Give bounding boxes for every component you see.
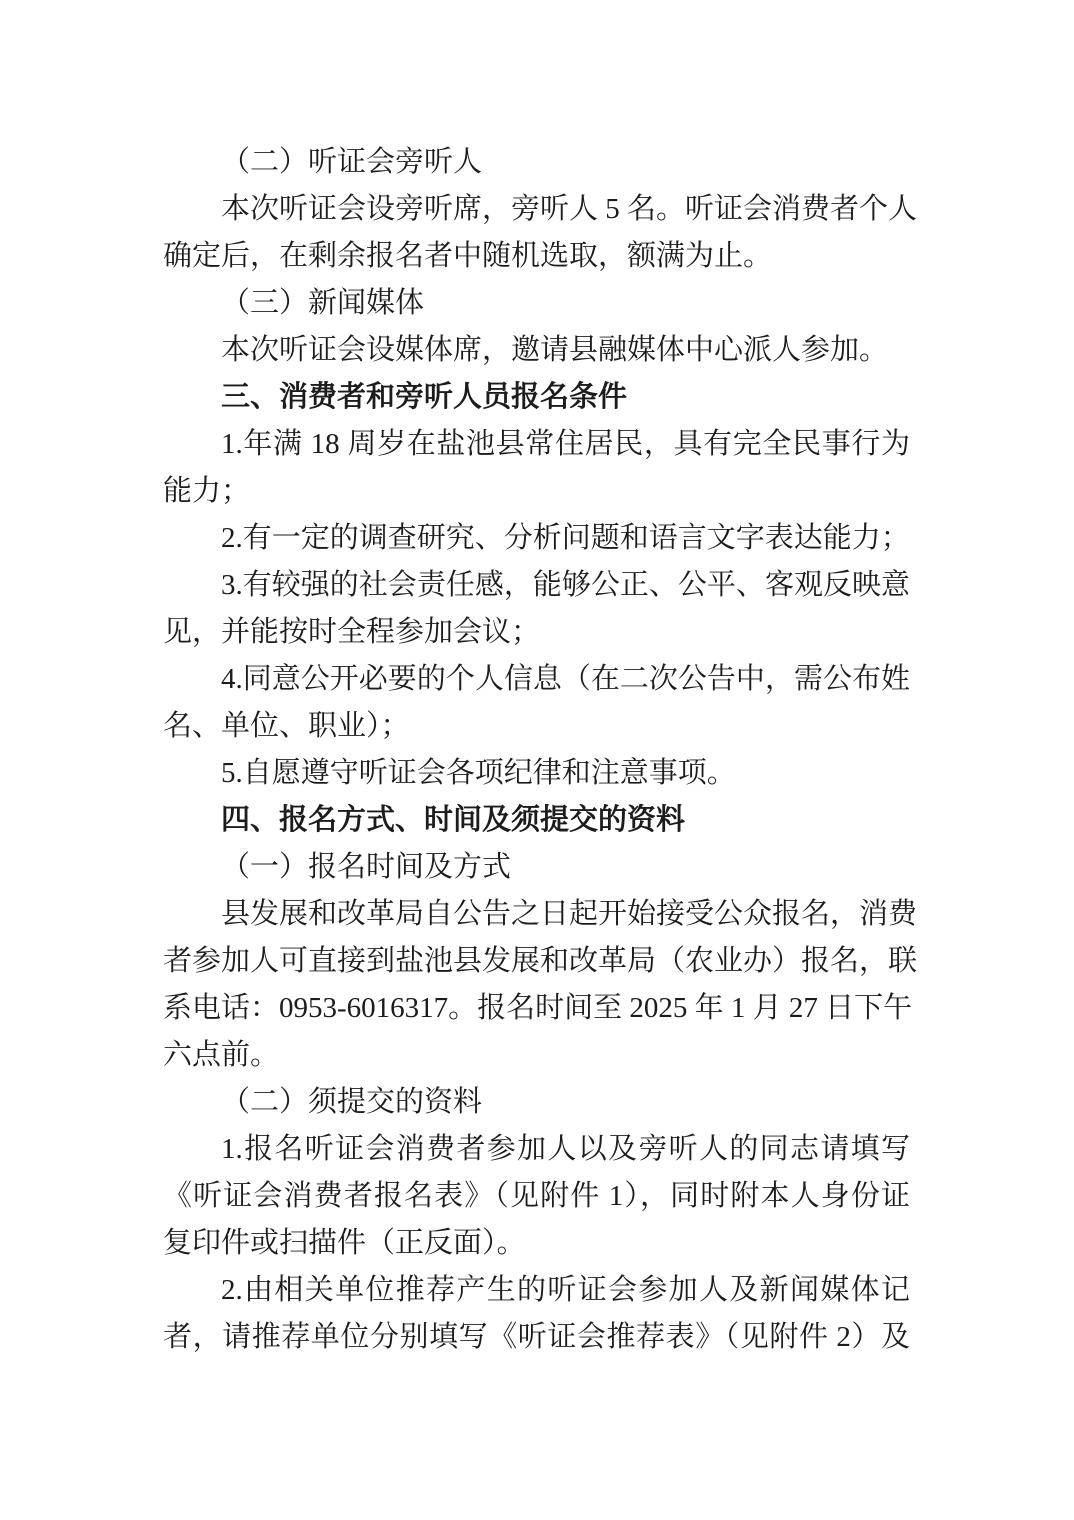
text-line: 5.自愿遵守听证会各项纪律和注意事项。 [221, 757, 736, 789]
text-line: 者参加人可直接到盐池县发展和改革局（农业办）报名，联 [163, 945, 918, 977]
text-line: 1.年满 18 周岁在盐池县常住居民，具有完全民事行为 [221, 428, 910, 460]
document-text-block [163, 139, 918, 1361]
text-line: 六点前。 [163, 1039, 280, 1071]
text-line: 《听证会消费者报名表》（见附件 1），同时附本人身份证 [163, 1180, 910, 1212]
text-line: 1.报名听证会消费者参加人以及旁听人的同志请填写 [221, 1133, 910, 1165]
text-line: 能力； [163, 475, 251, 507]
text-line: 系电话：0953-6016317。报名时间至 2025 年 1 月 27 日下午 [163, 992, 913, 1024]
text-line: 本次听证会设媒体席，邀请县融媒体中心派人参加。 [221, 334, 889, 366]
text-line: 县发展和改革局自公告之日起开始接受公众报名，消费 [221, 898, 918, 930]
text-line: （三）新闻媒体 [221, 287, 425, 319]
text-line: 本次听证会设旁听席，旁听人 5 名。听证会消费者个人 [221, 193, 918, 225]
text-line: （二）须提交的资料 [221, 1086, 483, 1118]
text-line: 见，并能按时全程参加会议； [163, 616, 541, 648]
text-line: 4.同意公开必要的个人信息（在二次公告中，需公布姓 [221, 663, 910, 695]
text-line: （一）报名时间及方式 [221, 851, 512, 883]
text-line: 者，请推荐单位分别填写《听证会推荐表》（见附件 2）及 [163, 1321, 910, 1353]
text-line: 2.由相关单位推荐产生的听证会参加人及新闻媒体记 [221, 1274, 910, 1306]
text-line: 2.有一定的调查研究、分析问题和语言文字表达能力； [221, 522, 910, 554]
text-line: 名、单位、职业）； [163, 710, 410, 742]
text-line: 3.有较强的社会责任感，能够公正、公平、客观反映意 [221, 569, 910, 601]
section-heading: 四、报名方式、时间及须提交的资料 [221, 804, 686, 836]
text-line: 复印件或扫描件（正反面）。 [163, 1227, 526, 1259]
text-line: （二）听证会旁听人 [221, 146, 483, 178]
text-line: 确定后，在剩余报名者中随机选取，额满为止。 [163, 240, 773, 272]
section-heading: 三、消费者和旁听人员报名条件 [221, 381, 628, 413]
